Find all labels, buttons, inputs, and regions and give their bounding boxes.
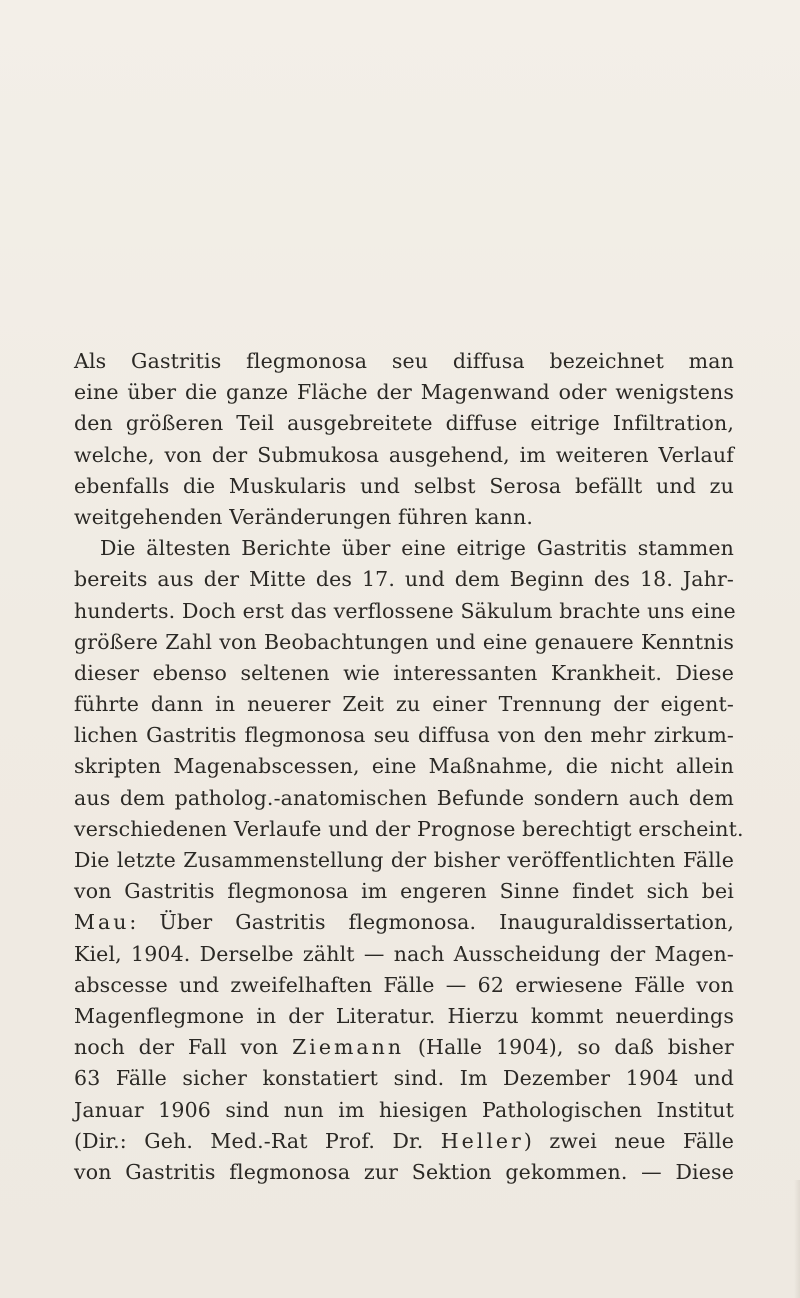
text-line: verschiedenen Verlaufe und der Prognose berechtigt erscheint. xyxy=(74,816,744,841)
author-name-heller: Heller xyxy=(440,1128,524,1153)
text-line: größere Zahl von Beobachtungen und eine genauere Kenntnis xyxy=(74,629,734,654)
author-name-mau: Mau xyxy=(74,910,130,935)
text-line: Die letzte Zusammenstellung der bisher veröffentlichten Fälle xyxy=(74,848,734,872)
text-line: hunderts. Doch erst das verflossene Säkulum brachte uns eine xyxy=(74,598,736,623)
text-line xyxy=(74,1126,734,1157)
text-line: abscesse und zweifelhaften Fälle — 62 erwiesene Fälle von xyxy=(74,972,734,997)
text-line xyxy=(74,1032,734,1063)
scan-edge-shadow xyxy=(794,1180,800,1298)
text-line: von Gastritis flegmonosa im engeren Sinne findet sich bei xyxy=(74,879,734,904)
text-line: Als Gastritis flegmonosa seu diffusa bezeichnet man xyxy=(74,349,734,373)
text-line xyxy=(74,907,734,938)
text-line: weitgehenden Veränderungen führen kann. xyxy=(74,504,534,529)
text-line: lichen Gastritis flegmonosa seu diffusa von den mehr zirkum- xyxy=(74,723,734,748)
text-line: eine über die ganze Fläche der Magenwand oder wenigstens xyxy=(74,380,734,405)
author-name-ziemann: Ziemann xyxy=(292,1035,405,1060)
text-line: Kiel, 1904. Derselbe zählt — nach Ausscheidung der Magen- xyxy=(74,941,734,966)
text-line: Magenflegmone in der Literatur. Hierzu kommt neuerdings xyxy=(74,1003,734,1028)
text-fragment: (Halle 1904), so daß bisher xyxy=(404,1035,734,1060)
body-text xyxy=(74,346,744,1188)
text-line: welche, von der Submukosa ausgehend, im weiteren Verlauf xyxy=(74,442,734,467)
text-line: Die ältesten Berichte über eine eitrige Gastritis stammen xyxy=(100,536,734,561)
text-fragment: ) zwei neue Fälle xyxy=(523,1128,734,1153)
text-line: dieser ebenso seltenen wie interessanten Krankheit. Diese xyxy=(74,660,734,685)
text-line: aus dem patholog.-anatomischen Befunde sondern auch dem xyxy=(74,785,734,810)
text-fragment: (Dir.: Geh. Med.-Rat Prof. Dr. xyxy=(74,1128,441,1153)
text-line: skripten Magenabscessen, eine Maßnahme, die nicht allein xyxy=(74,754,734,779)
text-line: von Gastritis flegmonosa zur Sektion gekommen. — Diese xyxy=(74,1159,734,1184)
text-line: ebenfalls die Muskularis und selbst Serosa befällt und zu xyxy=(74,473,734,498)
citation-text: : Über Gastritis flegmonosa. Inauguraldissertation, xyxy=(129,910,734,935)
text-line: führte dann in neuerer Zeit zu einer Trennung der eigent- xyxy=(74,692,734,717)
text-line: den größeren Teil ausgebreitete diffuse eitrige Infiltration, xyxy=(74,411,734,436)
text-fragment: noch der Fall von xyxy=(74,1035,293,1060)
text-line: Januar 1906 sind nun im hiesigen Pathologischen Institut xyxy=(74,1097,734,1122)
text-line: bereits aus der Mitte des 17. und dem Beginn des 18. Jahr- xyxy=(74,567,734,592)
text-line: 63 Fälle sicher konstatiert sind. Im Dezember 1904 und xyxy=(74,1066,734,1091)
